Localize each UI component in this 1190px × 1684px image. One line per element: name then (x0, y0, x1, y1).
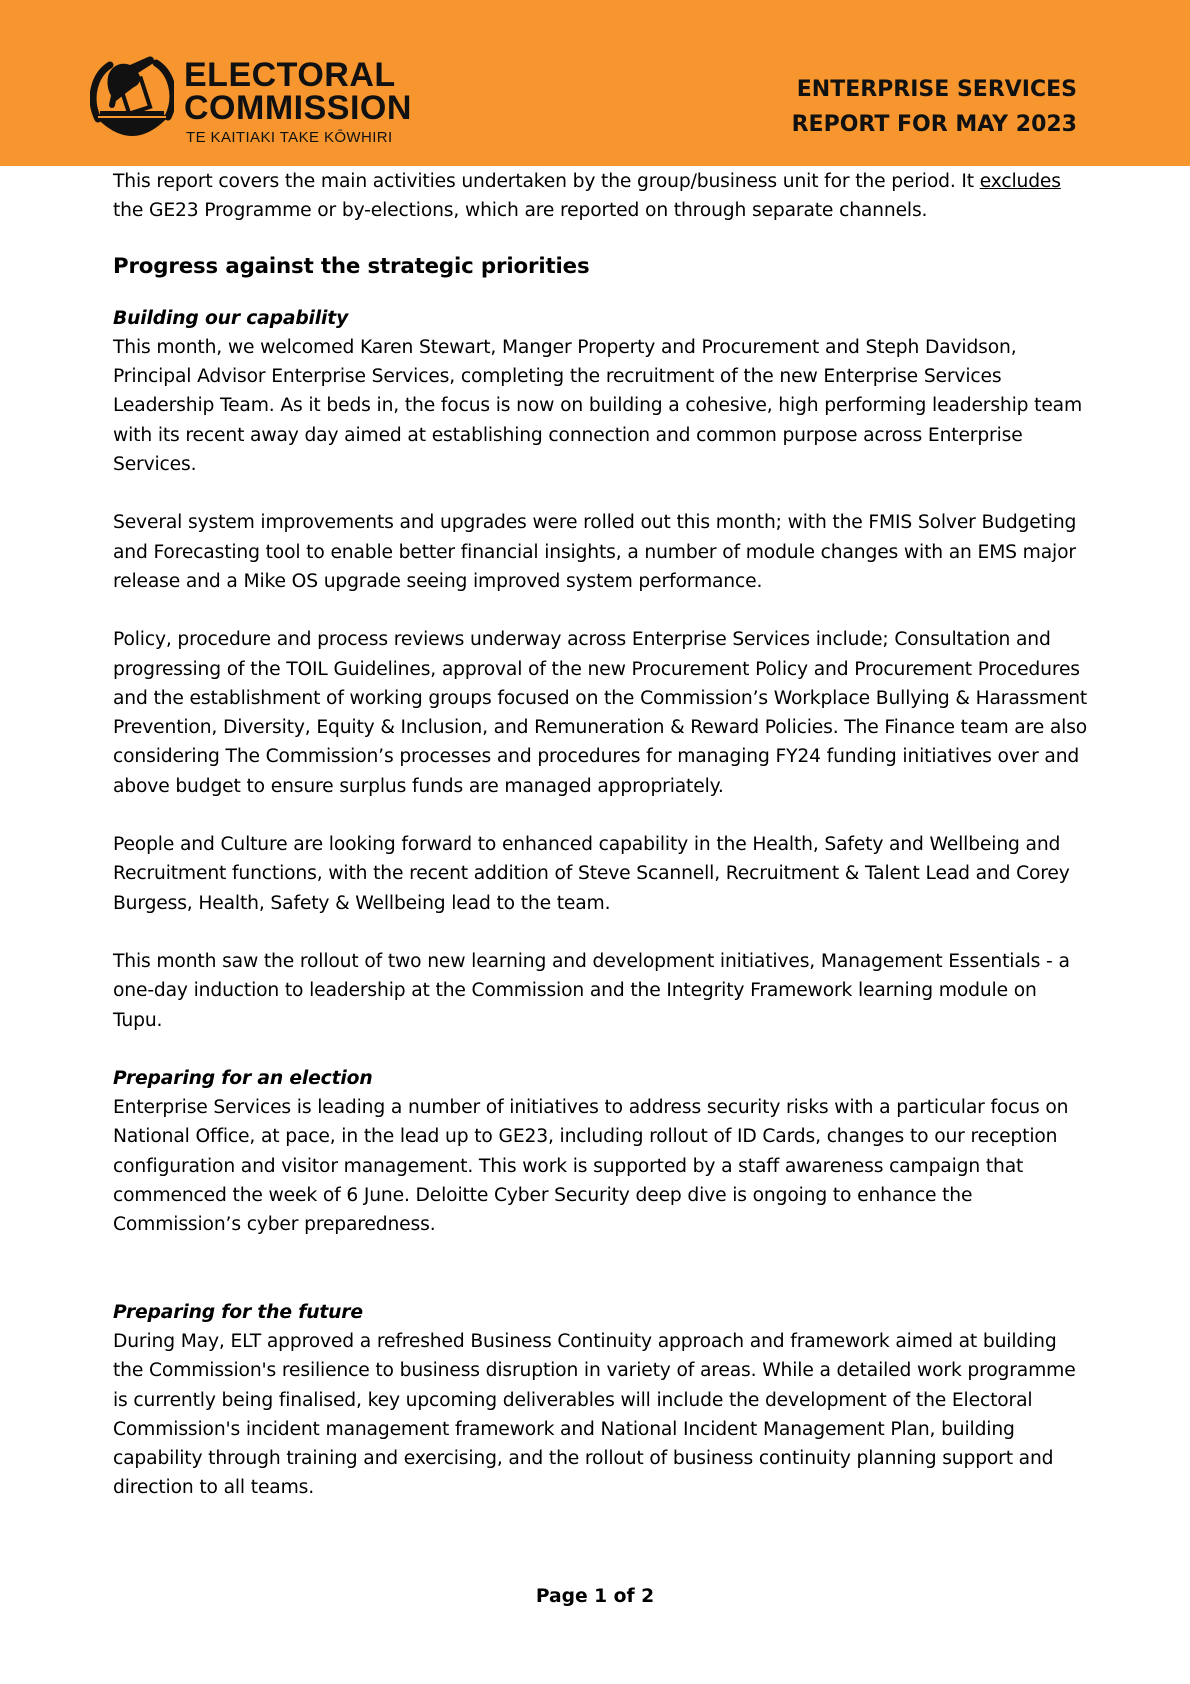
section-title: Progress against the strategic priorities (113, 253, 590, 279)
logo-wordmark-line1: ELECTORAL (184, 56, 396, 94)
paragraph: Policy, procedure and process reviews underway across Enterprise Services include; Consultation and progressing of the TOIL Guidelines, approval of the new Procurement Policy and Procurement Procedures and the establishment of working groups focused on the Commission’s Workplace Bullying & Harassment Prevention, Diversity, Equity & Inclusion, and Remuneration & Reward Policies. The Finance team are also considering The Commission’s processes and procedures for managing FY24 funding initiatives over and above budget to ensure surplus funds are managed appropriately. (113, 629, 1088, 797)
subheading-preparing-future: Preparing for the future (113, 1301, 363, 1323)
header-band (0, 0, 1190, 166)
paragraph: This month saw the rollout of two new learning and development initiatives, Management Essentials - a one-day induction to leadership at the Commission and the Integrity Framework learning module on Tupu. (113, 950, 1070, 1031)
report-title (792, 72, 1077, 142)
report-title-line1: ENTERPRISE SERVICES (796, 77, 1077, 102)
subheading-building-capability: Building our capability (113, 307, 349, 329)
paragraph: During May, ELT approved a refreshed Business Continuity approach and framework aimed at building the Commission's resilience to business disruption in variety of areas. While a detailed work programme is currently being finalised, key upcoming deliverables will include the development of the Electoral Commission's incident management framework and National Incident Management Plan, building capability through training and exercising, and the rollout of business continuity planning support and direction to all teams. (113, 1330, 1076, 1499)
paragraph: People and Culture are looking forward to enhanced capability in the Health, Safety and Wellbeing and Recruitment functions, with the recent addition of Steve Scannell, Recruitment & Talent Lead and Corey Burgess, Health, Safety & Wellbeing lead to the team. (113, 834, 1070, 914)
intro-paragraph (113, 167, 1088, 226)
intro-text-part2: the GE23 Programme or by-elections, which are reported on through separate channels. (113, 200, 928, 222)
intro-underlined-word: excludes (979, 171, 1061, 192)
paragraph: Enterprise Services is leading a number of initiatives to address security risks with a particular focus on National Office, at pace, in the lead up to GE23, including rollout of ID Cards, changes to our reception configuration and visitor management. This work is supported by a staff awareness campaign that commenced the week of 6 June. Deloitte Cyber Security deep dive is ongoing to enhance the Commission’s cyber preparedness. (113, 1097, 1069, 1236)
logo-tagline: TE KAITIAKI TAKE KŌWHIRI (186, 129, 393, 146)
report-title-line2: REPORT FOR MAY 2023 (791, 112, 1077, 137)
electoral-commission-logo (90, 47, 430, 153)
report-body (113, 167, 1088, 1503)
page-number: Page 1 of 2 (535, 1586, 655, 1607)
ballot-hand-icon (90, 47, 174, 147)
logo-wordmark-line2: COMMISSION (184, 89, 412, 127)
paragraph: Several system improvements and upgrades were rolled out this month; with the FMIS Solver Budgeting and Forecasting tool to enable better financial insights, a number of module changes with an EMS major release and a Mike OS upgrade seeing improved system performance. (113, 512, 1077, 592)
subheading-preparing-election: Preparing for an election (113, 1067, 373, 1089)
paragraph: This month, we welcomed Karen Stewart, Manger Property and Procurement and Steph Davidson, Principal Advisor Enterprise Services, completing the recruitment of the new Enterprise Services Leadership Team. As it beds in, the focus is now on building a cohesive, high performing leadership team with its recent away day aimed at establishing connection and common purpose across Enterprise Services. (113, 336, 1083, 476)
intro-text-part1: This report covers the main activities undertaken by the group/business unit for the period. It (113, 171, 980, 192)
